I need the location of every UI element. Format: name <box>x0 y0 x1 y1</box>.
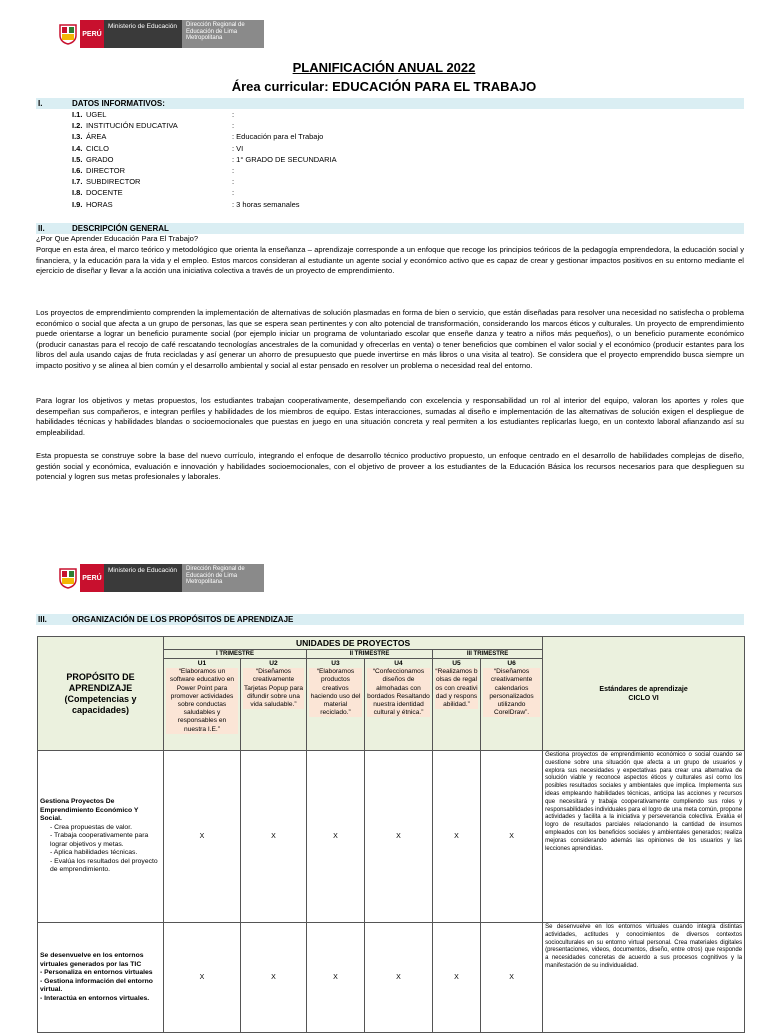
info-row <box>36 144 744 155</box>
mark-cell: X <box>164 751 241 923</box>
desc-paragraph-2: Los proyectos de emprendimiento comprenden la implementación de alternativas de solución plasmadas en forma de bien o servicio, que están diseñadas para resolver una necesidad no satisfecha o problema económico o social que afecta a un grupo de personas, las que se espera sean pertinentes y con alto potencial de transformación, considerando los marcos éticos y culturales. Un proyecto de emprendimiento puede orientarse a lograr un beneficio puramente social (por ejemplo iniciar un programa de voluntariado escolar que enseñe danza y teatro a niños más pequeños), o un beneficio puramente económico (producir canastas para el recojo de café rescatando tecnologías ancestrales de la comunidad y ofrecerlas en venta) o tener beneficios que combinen el valor social y el económico (producir estantes para los libros del aula usando cajas de fruta recicladas y así generar un ahorro de presupuesto que puede invertirse en más libros o una visita al teatro). Se considera que el proyecto emprendido busca siempre un impacto positivo y se alinea al bien común y el desarrollo ambiental y social al estar pensado en resolver un problema o necesidad real del entorno. <box>36 308 744 370</box>
competency-title: Gestiona Proyectos De Emprendimiento Económico Y Social. <box>40 798 139 823</box>
mark-cell: X <box>241 923 307 1033</box>
standard-text: Se desenvuelve en los entornos virtuales cuando integra distintas actividades, actitudes y conocimientos de diversos contextos socioculturales en su entorno virtual personal. Crea materiales digitales (presentaciones, videos, documentos, diseño, entre otros) que responde a necesidades concretas de acuerdo a sus procesos cognitivos y la manifestación de su individualidad. <box>543 923 745 1033</box>
section-title: DESCRIPCIÓN GENERAL <box>72 224 169 233</box>
info-row <box>36 121 744 132</box>
info-code: I.2. <box>72 121 83 131</box>
mark-cell: X <box>365 751 433 923</box>
logo-peru: PERÚ <box>80 564 104 592</box>
info-value: : VI <box>232 143 244 153</box>
mark-cell: X <box>307 923 365 1033</box>
header-unidades: UNIDADES DE PROYECTOS <box>164 637 543 650</box>
unit-title: “Confeccionamos diseños de almohadas con bordados Resaltando nuestra identidad cultural y étnica.” <box>367 668 430 717</box>
mark-cell: X <box>164 923 241 1033</box>
unit-title: “Realizamos bolsas de regalos con creatividad y responsabilidad.” <box>435 668 478 709</box>
info-value: : 1° GRADO DE SECUNDARIA <box>232 154 337 164</box>
competency-tic <box>38 923 164 1033</box>
unit-title: “Diseñamos creativamente Tarjetas Popup para difundir sobre una vida saludable.” <box>243 668 303 709</box>
mark-cell: X <box>433 751 481 923</box>
header-logo <box>58 20 264 48</box>
unit-code: U1 <box>197 660 207 667</box>
mark-cell: X <box>433 923 481 1033</box>
competency-emprendimiento <box>38 751 164 923</box>
unit-code: U5 <box>452 660 461 667</box>
info-row <box>36 166 744 177</box>
info-label: HORAS <box>86 199 113 209</box>
info-label: CICLO <box>86 143 109 153</box>
unit-title: “Elaboramos productos creativos haciendo uso del material reciclado.” <box>310 668 361 717</box>
logo-directorate: Dirección Regional de Educación de Lima Metropolitana <box>182 20 264 48</box>
unit-code: U2 <box>269 660 278 667</box>
info-value: : <box>232 177 235 187</box>
section-organizacion <box>36 614 744 625</box>
header-estandares <box>543 637 745 751</box>
info-label: SUBDIRECTOR <box>86 177 141 187</box>
trimester-1: I TRIMESTRE <box>164 650 307 659</box>
unit-cell <box>241 659 307 751</box>
peru-shield-icon <box>58 567 78 589</box>
info-label: DIRECTOR <box>86 165 126 175</box>
unit-code: U6 <box>507 660 516 667</box>
info-label: DOCENTE <box>86 188 123 198</box>
mark-cell: X <box>481 751 543 923</box>
info-value: : <box>232 110 235 119</box>
info-label: UGEL <box>86 110 107 119</box>
desc-paragraph-3: Para lograr los objetivos y metas propuestos, los estudiantes trabajan cooperativamente, desempeñando con excelencia y responsabilidad un rol al interior del equipo, valoran los aportes y roles que desempeñan sus compañeros, e integran perfiles y habilidades de los miembros de equipo. Estas interacciones, sumadas al diseño e implementación de las alternativas de solución exigen el despliegue de habilidades técnicas y habilidades blandas o socioemocionales que puestas en juego en una situación concreta y real permiten a los estudiantes replicarlas luego, en un contexto laboral afianzando así su empleabilidad. <box>36 396 744 437</box>
unit-title: “Elaboramos un software educativo en Power Point para promover actividades sobre conductas saludables y responsables en nuestra I.E.” <box>166 668 238 734</box>
estandares-label: Estándares de aprendizaje <box>599 685 688 693</box>
trimester-2: II TRIMESTRE <box>307 650 433 659</box>
info-value: : <box>232 165 235 175</box>
capacity-list <box>40 824 161 875</box>
desc-paragraph-1: Porque en esta área, el marco teórico y metodológico que orienta la enseñanza – aprendizaje corresponde a un enfoque que recoge los principios teóricos de la pedagogía emprendedora, la educación social y financiera, y la educación para la vida y el empleo. Estos marcos consideran al estudiante un agente social y económico activo que es capaz de crear y gestionar impactos positivos en su entorno mediante el ejercicio de diseñar y llevar a la acción una iniciativa colectiva a través de un proyecto de emprendimiento. <box>36 245 744 275</box>
mark-cell: X <box>307 751 365 923</box>
proposito-label: PROPÓSITO DE APRENDIZAJE <box>66 671 135 693</box>
section-datos-informativos <box>36 98 744 109</box>
unit-title: “Diseñamos creativamente calendarios personalizados utilizando CorelDraw”. <box>483 668 540 717</box>
info-row <box>36 177 744 188</box>
purposes-table <box>37 636 745 1033</box>
info-value: : Educación para el Trabajo <box>232 132 324 142</box>
info-code: I.5. <box>72 154 83 164</box>
unit-cell <box>365 659 433 751</box>
info-code: I.6. <box>72 165 83 175</box>
section-number: III. <box>38 615 47 624</box>
info-code: I.4. <box>72 143 83 153</box>
section-title: DATOS INFORMATIVOS: <box>72 99 165 108</box>
section-descripcion-general <box>36 223 744 234</box>
proposito-sub: (Competencias y capacidades) <box>64 693 137 715</box>
logo-peru: PERÚ <box>80 20 104 48</box>
logo-directorate: Dirección Regional de Educación de Lima Metropolitana <box>182 564 264 592</box>
capacity-item: - Evalúa los resultados del proyecto de emprendimiento. <box>50 858 161 875</box>
info-value: : 3 horas semanales <box>232 199 300 209</box>
info-code: I.3. <box>72 132 83 142</box>
info-value: : <box>232 121 235 131</box>
info-value: : <box>232 188 235 198</box>
capacity-item: - Personaliza en entornos virtuales <box>40 969 153 976</box>
unit-code: U4 <box>394 660 403 667</box>
standard-text: Gestiona proyectos de emprendimiento económico o social cuando se cuestione sobre una situación que afecta a un grupo de usuarios y explora sus necesidades y expectativas para crear una alternativa de solución viable y reconoce aspectos éticos y culturales así como los posibles resultados sociales y ambientales que implica. Implementa sus ideas empleando habilidades técnicas, anticipa las acciones y recursos que necesitará y trabaja cooperativamente cumpliendo sus roles y responsabilidades individuales para el logro de una meta común, propone actividades y facilita a la iniciativa y perseverancia colectiva. Evalúa el logro de resultados parciales relacionando la cantidad de insumos empleados con los beneficios sociales y ambientales generados; realiza mejoras considerando además las opiniones de los usuarios y las lecciones aprendidas. <box>543 751 745 923</box>
info-code: I.8. <box>72 188 83 198</box>
page-subtitle: Área curricular: EDUCACIÓN PARA EL TRABAJO <box>231 79 537 94</box>
header-proposito <box>38 637 164 751</box>
trimester-3: III TRIMESTRE <box>433 650 543 659</box>
info-row <box>36 132 744 143</box>
ciclo-label: CICLO VI <box>628 694 659 702</box>
info-row <box>36 200 744 211</box>
capacity-item: - Interactúa en entornos virtuales. <box>40 994 150 1002</box>
page-title: PLANIFICACIÓN ANUAL 2022 <box>292 60 476 75</box>
mark-cell: X <box>365 923 433 1033</box>
logo-ministry: Ministerio de Educación <box>104 564 182 592</box>
info-label: INSTITUCIÓN EDUCATIVA <box>86 121 178 131</box>
info-label: ÁREA <box>86 132 107 142</box>
capacity-item: - Trabaja cooperativamente para lograr objetivos y metas. <box>50 832 161 849</box>
unit-cell <box>164 659 241 751</box>
section-number: II. <box>38 224 45 233</box>
competency-title: Se desenvuelve en los entornos virtuales generados por las TIC <box>40 952 144 968</box>
desc-question: ¿Por Que Aprender Educación Para El Trabajo? <box>36 234 199 243</box>
capacity-item: - Gestiona información del entorno virtual. <box>40 977 153 993</box>
header-logo-page-2 <box>58 564 264 592</box>
mark-cell: X <box>241 751 307 923</box>
info-row <box>36 110 744 121</box>
peru-shield-icon <box>58 23 78 45</box>
info-label: GRADO <box>86 154 114 164</box>
mark-cell: X <box>481 923 543 1033</box>
section-number: I. <box>38 99 43 108</box>
capacity-item: - Crea propuestas de valor. <box>50 824 161 833</box>
unit-cell <box>481 659 543 751</box>
info-list <box>36 110 744 211</box>
logo-ministry: Ministerio de Educación <box>104 20 182 48</box>
info-code: I.1. <box>72 110 83 119</box>
info-row <box>36 155 744 166</box>
unit-cell <box>307 659 365 751</box>
info-code: I.9. <box>72 199 83 209</box>
desc-paragraph-4: Esta propuesta se construye sobre la base del nuevo currículo, integrando el enfoque de desarrollo técnico productivo propuesto, un enfoque centrado en el desarrollo de habilidades complejas de diseño, gestión social y económica, evaluación e innovación y habilidades socioemocionales, con el objetivo de proveer a los estudiantes de la Educación Básica los recursos necesarios para que desplieguen su potencial y logren sus metas profesionales y laborales. <box>36 451 744 481</box>
unit-cell <box>433 659 481 751</box>
info-row <box>36 188 744 199</box>
unit-code: U3 <box>331 660 340 667</box>
info-code: I.7. <box>72 177 83 187</box>
capacity-item: - Aplica habilidades técnicas. <box>50 849 161 858</box>
section-title: ORGANIZACIÓN DE LOS PROPÓSITOS DE APRENDIZAJE <box>72 615 294 624</box>
